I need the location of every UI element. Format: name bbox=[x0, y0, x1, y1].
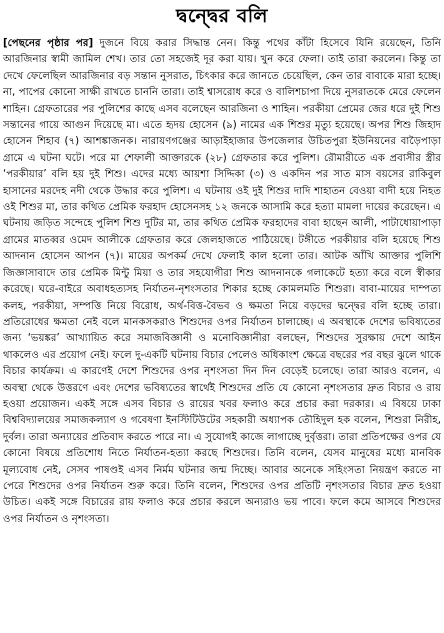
article-continuation-label: [পেছনের পৃষ্ঠার পর] bbox=[3, 38, 94, 49]
article-title: দ্বন্দ্বের বলি bbox=[176, 5, 268, 27]
article-body bbox=[3, 36, 441, 630]
article-text: দুজনে বিয়ে করার সিদ্ধান্ত নেন। কিন্তু পথের কাঁটা হিসেবে যিনি রয়েছেন, তিনি আরজিনার স্বামী জামিল শেখ। তার তো সহজেই দূর করা যায়। খুন করে ফেলা। তাই তারা করলেন। কিন্তু তা দেখে ফেলেছিল আরজিনার বড় সন্তান নুসরাত, চিৎকার করে জানতে চেয়েছিল, কেন তার বাবাকে মারা হচ্ছে। না, পাপের কোনো সাক্ষী রাখতে চাননি তারা। তাই শ্বাসরোধ করে ও বালিশচাপা দিয়ে নুসরাতকে মেরে ফেলেন শাহিন। গ্রেফতারের পর পুলিশের কাছে এসব বলেছেন আরজিনা ও শাহিন। পরকীয়া প্রেমের জের ধরে দুই শিশু সন্তানের গায়ে আগুন দিয়েছে মা। এতে হৃদয় হোসেন (৯) নামের এক শিশুর মৃত্যু হয়েছে। অপর শিশু জিহাদ হোসেন শিহাব (৭) আশঙ্কাজনক। নারায়ণগঞ্জের আড়াইহাজার উপজেলার উচিতপুরা ইউনিয়নের বাড়ৈপাড়া গ্রামে এ ঘটনা ঘটে। পরে মা শেফালী আক্তারকে (২৮) গ্রেফতার করে পুলিশ। রৌমারীতে এক প্রবাসীর স্ত্রীর ‘পরকীয়ার’ বলি হয় দুই শিশু। এদের মধ্যে আয়শা সিদ্দিকা (৩) ও একদিন পর সাত মাস বয়সের রাকিবুল হাসানের মরদেহ নদী থেকে উদ্ধার করে পুলিশ। এ ঘটনায় ওই দুই শিশুর দাদি শাহাতন বেওয়া বাদী হয়ে নিহত ওই শিশুর মা, তার কথিত প্রেমিক ফরহাদ হোসেনসহ ১২ জনকে আসামি করে হত্যা মামলা দায়ের করেছেন। এ ঘটনায় জড়িত সন্দেহে পুলিশ শিশু দুটির মা, তার কথিত প্রেমিক ফরহাদের বাবা হাছেন আলী, পাটাধোয়াপাড়া গ্রামের মাতব্বর ওমেদ আলীকে গ্রেফতার করে জেলহাজতে পাঠিয়েছে। টঙ্গীতে পরকীয়ার বলি হয়েছে শিশু আদনান হোসেন আপন (৭)। মায়ের অপকর্ম দেখে ফেলাই কাল হলো তার। আটক আঁখি আক্তার পুলিশি জিজ্ঞাসাবাদে তার প্রেমিক মিন্টু মিয়া ও তার সহযোগীরা শিশু আদনানকে গলাকেটে হত্যা করে বলে স্বীকার করেছে। ঘরে-বাইরে অবাধহত্যসহ নির্যাতন-নৃশংসতার শিকার হচ্ছে কোমলমতি শিশুরা। বাবা-মায়ের দাম্পত্য কলহ, পরকীয়া, সম্পত্তি নিয়ে বিরোধ, অর্থ-বিত্ত-বৈভব ও ক্ষমতা নিয়ে বড়দের দ্বন্দ্বের বলি হচ্ছে তারা। প্রতিরোধের ক্ষমতা নেই বলে মানকসকরাও শিশুদের ওপর নির্যাতন চালাচ্ছে। এ অবস্থাকে দেশের ভবিষ্যতের জন্য ‘ভয়ঙ্কর’ আখ্যায়িত করে সমাজবিজ্ঞানী ও মনোবিজ্ঞানীরা বলছেন, শিশুদের সুরক্ষায় দেশে আইন থাকলেও এর প্রয়োগ নেই। ফলে দু-একটি ঘটনায় বিচার পেলেও অধিকাংশ ক্ষেত্রে বছরের পর বছর ঝুলে থাকে বিচার কার্যক্রম। এ কারণেই দেশে শিশুদের ওপর নৃশংসতা দিন দিন বেড়েই চলেছে। তারা আরও বলেন, এ অবস্থা থেকে উত্তরণে এবং দেশের ভবিষ্যতের স্বার্থেই শিশুদের প্রতি যে কোনো নৃশংসতার দ্রুত বিচার ও রায় হওয়া প্রয়োজন। একই সঙ্গে এসব বিচার ও রায়ের খবর ফলাও করে প্রচার করা দরকার। এ বিষয়ে ঢাকা বিশ্ববিদ্যালয়ের সমাজকল্যাণ ও গবেষণা ইনস্টিটিউটের সহকারী অধ্যাপক তৌহিদুল হক বলেন, শিশুরা নিরীহ, দুর্বল। তারা অন্যায়ের প্রতিবাদ করতে পারে না। এ সুযোগই কাজে লাগাচ্ছে দুর্বৃত্তরা। তারা প্রতিপক্ষের ওপর যে কোনো বিষয়ে প্রতিশোধ নিতে নির্যাতন-হত্যা করছে শিশুদের। তিনি বলেন, যেসব মানুষের মধ্যে মানবিক মূল্যবোধ নেই, সেসব পাষণ্ডই এসব নির্মম ঘটনার জন্ম দিচ্ছে। আবার অনেকে সহিংসতা নিয়ন্ত্রণ করতে না পেরে শিশুদের ওপর নির্যাতন শুরু করে। তিনি বলেন, শিশুদের ওপর প্রতিটি নৃশংসতার বিচার দ্রুত হওয়া উচিত। একই সঙ্গে বিচারের রায় ফলাও করে প্রচার করলে অন্যরাও ভয় পাবে। ফলে কমে আসবে শিশুদের ওপর নির্যাতন ও নৃশংসতা। bbox=[3, 38, 441, 525]
